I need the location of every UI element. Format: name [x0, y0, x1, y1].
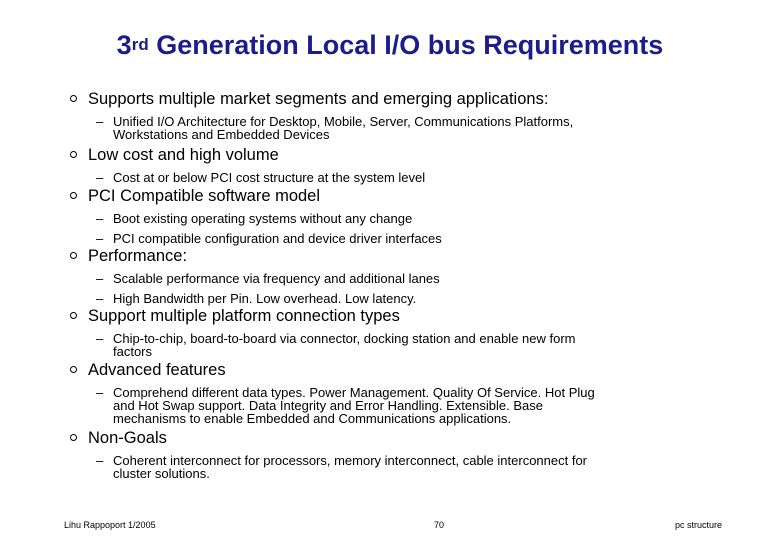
bullet-item	[70, 89, 548, 109]
bullet-text: Advanced features	[88, 361, 226, 379]
sub-bullet-line: High Bandwidth per Pin. Low overhead. Low latency.	[113, 291, 417, 306]
bullet-item	[70, 246, 187, 266]
sub-bullet-item	[70, 332, 773, 358]
bullet-text: Performance:	[88, 247, 188, 265]
sub-bullet-item	[70, 386, 773, 425]
sub-bullet-item	[70, 212, 773, 225]
bullet-dot-icon	[70, 151, 77, 158]
title-text: Generation Local I/O bus Requirements	[148, 30, 664, 60]
dash-icon: –	[96, 291, 104, 306]
bullet-dot-icon	[70, 192, 77, 199]
dash-icon: –	[96, 271, 104, 286]
bullet-text: Support multiple platform connection types	[88, 307, 400, 325]
bullet-dot-icon	[70, 366, 77, 373]
footer-course: pc structure	[674, 520, 722, 530]
dash-icon: –	[96, 385, 104, 400]
dash-icon: –	[96, 453, 104, 468]
bullet-item	[70, 360, 226, 380]
bullet-text: Low cost and high volume	[88, 146, 279, 164]
sub-bullet-line: Coherent interconnect for processors, memory interconnect, cable interconnect for	[113, 453, 588, 468]
title-prefix: 3	[116, 30, 132, 60]
sub-bullet-item	[70, 454, 773, 480]
sub-bullet-line: cluster solutions.	[113, 466, 210, 481]
dash-icon: –	[96, 170, 104, 185]
dash-icon: –	[96, 114, 104, 129]
sub-bullet-item	[70, 115, 773, 141]
dash-icon: –	[96, 231, 104, 246]
footer-page-number: 70	[433, 520, 444, 530]
sub-bullet-item	[70, 272, 773, 285]
sub-bullet-line: Scalable performance via frequency and additional lanes	[113, 271, 440, 286]
bullet-text: Non-Goals	[88, 429, 167, 447]
dash-icon: –	[96, 331, 104, 346]
bullet-dot-icon	[70, 252, 77, 259]
sub-bullet-line: Boot existing operating systems without any change	[113, 211, 413, 226]
sub-bullet-line: mechanisms to enable Embedded and Communications applications.	[113, 411, 512, 426]
bullet-dot-icon	[70, 434, 77, 441]
bullet-item	[70, 186, 320, 206]
sub-bullet-line: factors	[113, 344, 153, 359]
sub-bullet-line: Chip-to-chip, board-to-board via connector, docking station and enable new form	[113, 331, 576, 346]
bullet-item	[70, 145, 279, 165]
bullet-text: Supports multiple market segments and emerging applications:	[88, 90, 549, 108]
bullet-item	[70, 428, 167, 448]
bullet-dot-icon	[70, 95, 77, 102]
sub-bullet-item	[70, 292, 773, 305]
bullet-dot-icon	[70, 312, 77, 319]
sub-bullet-line: Comprehend different data types. Power Management. Quality Of Service. Hot Plug	[113, 385, 595, 400]
bullet-item	[70, 306, 400, 326]
sub-bullet-line: Unified I/O Architecture for Desktop, Mobile, Server, Communications Platforms,	[113, 114, 574, 129]
sub-bullet-line: Cost at or below PCI cost structure at the system level	[113, 170, 426, 185]
footer-author: Lihu Rappoport 1/2005	[64, 520, 156, 530]
sub-bullet-item	[70, 232, 773, 245]
sub-bullet-line: PCI compatible configuration and device driver interfaces	[113, 231, 442, 246]
sub-bullet-line: and Hot Swap support. Data Integrity and Error Handling. Extensible. Base	[113, 398, 543, 413]
title-superscript: rd	[131, 35, 149, 54]
bullet-text: PCI Compatible software model	[88, 187, 321, 205]
sub-bullet-line: Workstations and Embedded Devices	[113, 127, 330, 142]
slide-title	[0, 28, 780, 66]
sub-bullet-item	[70, 171, 773, 184]
dash-icon: –	[96, 211, 104, 226]
